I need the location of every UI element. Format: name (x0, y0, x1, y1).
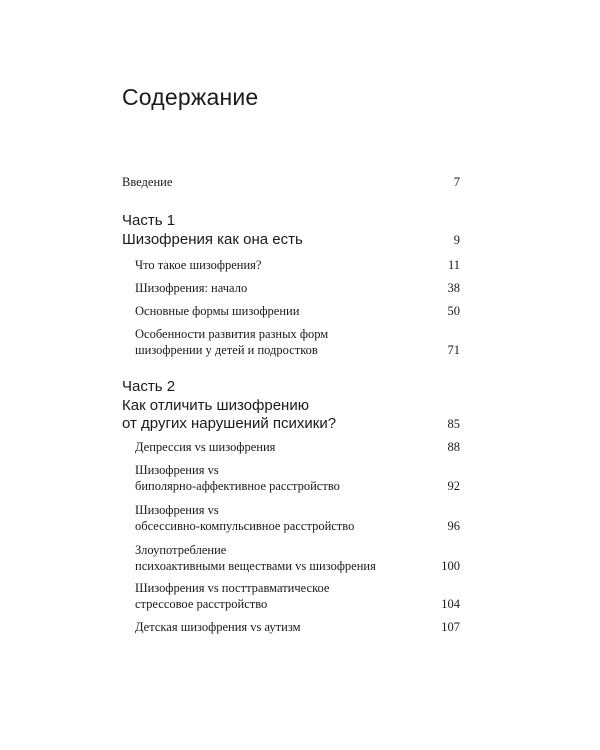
toc-page-number: 107 (441, 620, 460, 634)
dot-leader (307, 231, 450, 243)
dot-leader (380, 557, 437, 569)
toc-entry-text: Депрессия vs шизофрения (135, 440, 276, 454)
toc-entry[interactable] (135, 437, 460, 457)
toc-entry-text: Что такое шизофрения? (135, 258, 262, 272)
part-2-heading[interactable] (122, 414, 460, 434)
part-1-heading[interactable] (122, 230, 460, 250)
dot-leader (358, 517, 443, 529)
toc-entry-text: биполярно-аффективное расстройство (135, 479, 340, 493)
toc-entry-text: стрессовое расстройство (135, 597, 268, 611)
dot-leader (305, 618, 438, 630)
toc-page-number: 85 (447, 417, 460, 431)
toc-page-number: 96 (447, 519, 460, 533)
dot-leader (322, 341, 444, 353)
dot-leader (279, 438, 443, 450)
page-title: Содержание (122, 84, 259, 110)
toc-entry-line1: Особенности развития разных форм (135, 327, 329, 341)
toc-page-number: 11 (447, 258, 460, 272)
toc-page-number: 104 (441, 597, 460, 611)
dot-leader (176, 173, 449, 185)
toc-page-number: 100 (441, 559, 460, 573)
dot-leader (271, 595, 437, 607)
toc-page-number: 38 (447, 281, 460, 295)
part-2-heading-line1: Как отличить шизофрению (122, 397, 309, 414)
toc-entry-line1: Шизофрения vs (135, 503, 219, 517)
toc-entry[interactable] (135, 617, 460, 637)
dot-leader (344, 477, 444, 489)
toc-entry-text: обсессивно-компульсивное расстройство (135, 519, 355, 533)
toc-entry[interactable] (135, 301, 460, 321)
toc-page-number: 71 (447, 343, 460, 357)
toc-entry-line1: Злоупотребление (135, 543, 227, 557)
toc-entry[interactable] (135, 556, 460, 576)
toc-page-number: 88 (447, 440, 460, 454)
toc-page-number: 92 (447, 479, 460, 493)
dot-leader (303, 302, 443, 314)
dot-leader (265, 256, 443, 268)
toc-page-number: 9 (453, 233, 460, 247)
toc-entry-text: Детская шизофрения vs аутизм (135, 620, 301, 634)
toc-page-number: 50 (447, 304, 460, 318)
toc-entry-text: шизофрении у детей и подростков (135, 343, 318, 357)
part-heading-text: Шизофрения как она есть (122, 231, 303, 248)
toc-entry[interactable] (135, 278, 460, 298)
part-heading-text: от других нарушений психики? (122, 415, 337, 432)
toc-entry-line1: Шизофрения vs посттравматическое (135, 581, 330, 595)
toc-entry[interactable] (135, 594, 460, 614)
dot-leader (251, 279, 443, 291)
part-1-label: Часть 1 (122, 212, 176, 229)
toc-page-number: 7 (453, 175, 460, 189)
toc-entry-text: Шизофрения: начало (135, 281, 248, 295)
toc-entry[interactable] (135, 476, 460, 496)
toc-entry-text: психоактивными веществами vs шизофрения (135, 559, 376, 573)
toc-entry-text: Основные формы шизофрении (135, 304, 300, 318)
toc-entry-line1: Шизофрения vs (135, 463, 219, 477)
toc-entry-intro[interactable] (122, 172, 460, 192)
toc-entry[interactable] (135, 340, 460, 360)
dot-leader (340, 415, 443, 427)
toc-entry[interactable] (135, 255, 460, 275)
toc-entry-text: Введение (122, 175, 173, 189)
part-2-label: Часть 2 (122, 378, 176, 395)
toc-entry[interactable] (135, 516, 460, 536)
